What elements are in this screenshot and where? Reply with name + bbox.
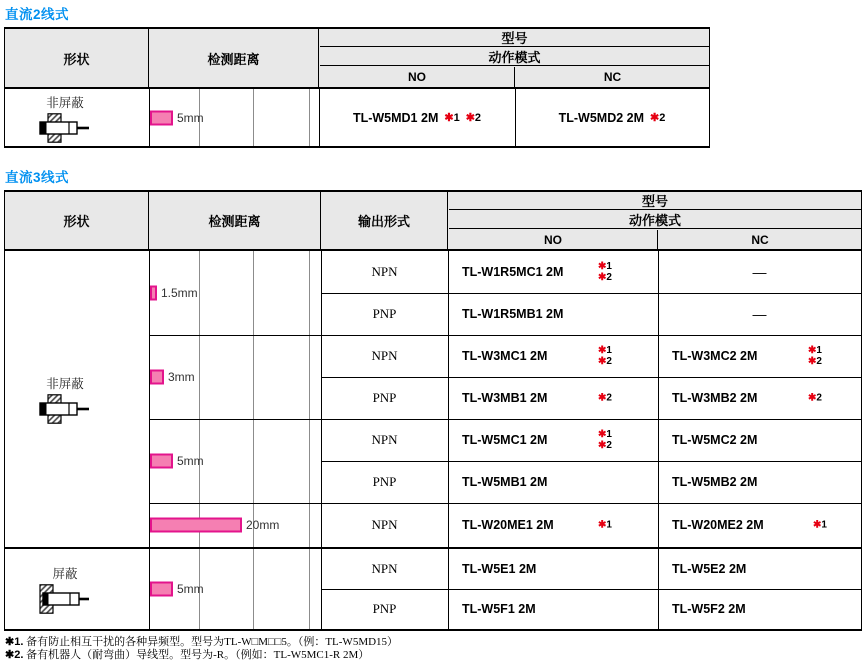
dc-3wire-table-body — [5, 251, 861, 629]
footnote-1 — [5, 636, 398, 650]
footnote-marks: ✱1 ✱2 — [598, 345, 612, 367]
model-number: TL-W3MB2 2M — [672, 391, 758, 405]
model-number: TL-W5F1 2M — [462, 602, 536, 616]
model-number: TL-W20ME1 2M — [462, 518, 554, 532]
dc-2wire-table-header — [5, 29, 709, 89]
footnote-mark: ✱2 — [650, 112, 666, 124]
model-number: TL-W20ME2 2M — [672, 518, 764, 532]
detection-distance-bar — [150, 370, 164, 385]
footnote-2 — [5, 649, 369, 663]
model-cell-nc — [658, 419, 861, 461]
header-output-type: 输出形式 — [321, 192, 448, 249]
model-cell-nc-empty — [658, 293, 861, 335]
dc-3wire-table-header — [5, 192, 861, 251]
detection-distance-bar — [150, 286, 157, 301]
dc-2wire-table — [4, 27, 710, 148]
model-cell-nc — [515, 89, 709, 146]
model-number: TL-W5E1 2M — [462, 562, 537, 576]
header-no: NO — [449, 230, 658, 249]
distance-cell — [149, 419, 321, 503]
unshielded-sensor-icon — [39, 394, 91, 424]
output-type-cell: PNP — [372, 390, 397, 405]
model-cell-nc — [658, 377, 861, 419]
model-number: TL-W5MB2 2M — [672, 475, 758, 489]
model-number: TL-W5E2 2M — [672, 562, 747, 576]
distance-label: 1.5mm — [161, 286, 198, 300]
distance-cell — [149, 251, 321, 335]
header-nc: NC — [603, 70, 622, 84]
model-number: TL-W5MD2 2M — [558, 110, 645, 125]
footnote-mark: ✱1 — [444, 112, 460, 124]
distance-label: 5mm — [177, 582, 204, 596]
model-cell-no — [448, 251, 658, 293]
model-cell-nc — [658, 461, 861, 503]
shape-cell-unshielded — [0, 251, 137, 547]
model-cell-nc — [658, 589, 861, 629]
footnote-marks: ✱1 — [598, 519, 612, 531]
distance-label: 5mm — [177, 454, 204, 468]
footnote-1-mark: ✱1. — [5, 636, 24, 648]
distance-label: 20mm — [246, 518, 280, 532]
header-distance: 检测距离 — [149, 192, 321, 249]
section-title-dc-3wire: 直流3线式 — [5, 170, 70, 185]
model-cell-nc-empty — [658, 251, 861, 293]
distance-cell — [149, 549, 321, 629]
footnote-marks: ✱1 ✱2 — [598, 261, 612, 283]
shape-label: 屏蔽 — [52, 567, 78, 581]
footnote-2-text: 备有机器人（耐弯曲）导线型。型号为-R。（例如：TL-W5MC1-R 2M） — [26, 649, 370, 661]
header-operation-mode: 动作模式 — [449, 211, 861, 229]
dc-2wire-table-body — [5, 89, 709, 146]
footnote-mark: ✱2 — [465, 112, 482, 124]
footnote-marks: ✱2 — [808, 392, 822, 404]
distance-cell — [149, 503, 321, 547]
model-number: TL-W5F2 2M — [672, 602, 746, 616]
model-cell-nc — [658, 335, 861, 377]
distance-cell — [149, 89, 319, 146]
model-number: TL-W3MB1 2M — [462, 391, 548, 405]
footnote-marks: ✱1 — [813, 519, 827, 531]
header-operation-mode: 动作模式 — [320, 48, 709, 66]
no-model-dash: — — [752, 264, 767, 280]
header-shape: 形状 — [5, 192, 149, 249]
footnote-marks: ✱1 ✱2 — [598, 429, 612, 451]
model-cell-no — [448, 503, 658, 547]
model-number: TL-W1R5MC1 2M — [462, 265, 564, 279]
output-type-cell: NPN — [371, 432, 398, 447]
footnote-1-text: 备有防止相互干扰的各种异频型。型号为TL-W□M□□5。（例：TL-W5MD15） — [26, 636, 399, 648]
detection-distance-bar — [150, 518, 242, 533]
model-number: TL-W1R5MB1 2M — [462, 307, 564, 321]
output-type-cell: PNP — [372, 474, 397, 489]
unshielded-sensor-icon — [39, 113, 91, 143]
model-number: TL-W5MB1 2M — [462, 475, 548, 489]
shape-cell-shielded — [0, 549, 137, 629]
footnote-marks: ✱2 — [598, 392, 612, 404]
model-cell-no — [448, 377, 658, 419]
shielded-sensor-icon — [39, 584, 91, 614]
output-type-cell: NPN — [371, 264, 398, 279]
no-model-dash: — — [752, 306, 767, 322]
output-type-cell: PNP — [372, 601, 397, 616]
distance-label: 5mm — [177, 110, 204, 125]
model-cell-nc — [658, 503, 861, 547]
shape-cell-unshielded — [0, 89, 137, 146]
header-model: 型号 — [449, 192, 861, 210]
model-number: TL-W3MC2 2M — [672, 349, 758, 363]
shape-label: 非屏蔽 — [46, 95, 84, 110]
model-cell-no — [319, 89, 515, 146]
header-distance: 检测距离 — [149, 29, 319, 87]
shape-label: 非屏蔽 — [46, 377, 84, 391]
header-model: 型号 — [320, 29, 709, 47]
output-type-cell: PNP — [372, 306, 397, 321]
footnote-2-mark: ✱2. — [5, 649, 24, 661]
footnote-marks: ✱1 ✱2 — [808, 345, 822, 367]
model-number: TL-W5MD1 2M — [352, 110, 439, 125]
output-type-cell: NPN — [371, 348, 398, 363]
section-title-dc-2wire: 直流2线式 — [5, 7, 70, 22]
model-cell-no — [448, 335, 658, 377]
distance-label: 3mm — [168, 370, 195, 384]
model-cell-no — [448, 461, 658, 503]
detection-distance-bar — [150, 110, 173, 125]
detection-distance-bar — [150, 582, 173, 597]
model-cell-nc — [658, 549, 861, 589]
header-no: NO — [320, 67, 515, 87]
output-type-cell: NPN — [371, 561, 398, 576]
header-shape: 形状 — [5, 29, 149, 87]
output-type-cell: NPN — [371, 517, 398, 532]
model-number: TL-W5MC1 2M — [462, 433, 548, 447]
model-number: TL-W3MC1 2M — [462, 349, 548, 363]
dc-3wire-table — [4, 190, 862, 631]
model-cell-no — [448, 549, 658, 589]
model-cell-no — [448, 293, 658, 335]
detection-distance-bar — [150, 454, 173, 469]
model-number: TL-W5MC2 2M — [672, 433, 758, 447]
model-cell-no — [448, 419, 658, 461]
model-cell-no — [448, 589, 658, 629]
header-nc: NC — [751, 232, 769, 247]
distance-cell — [149, 335, 321, 419]
